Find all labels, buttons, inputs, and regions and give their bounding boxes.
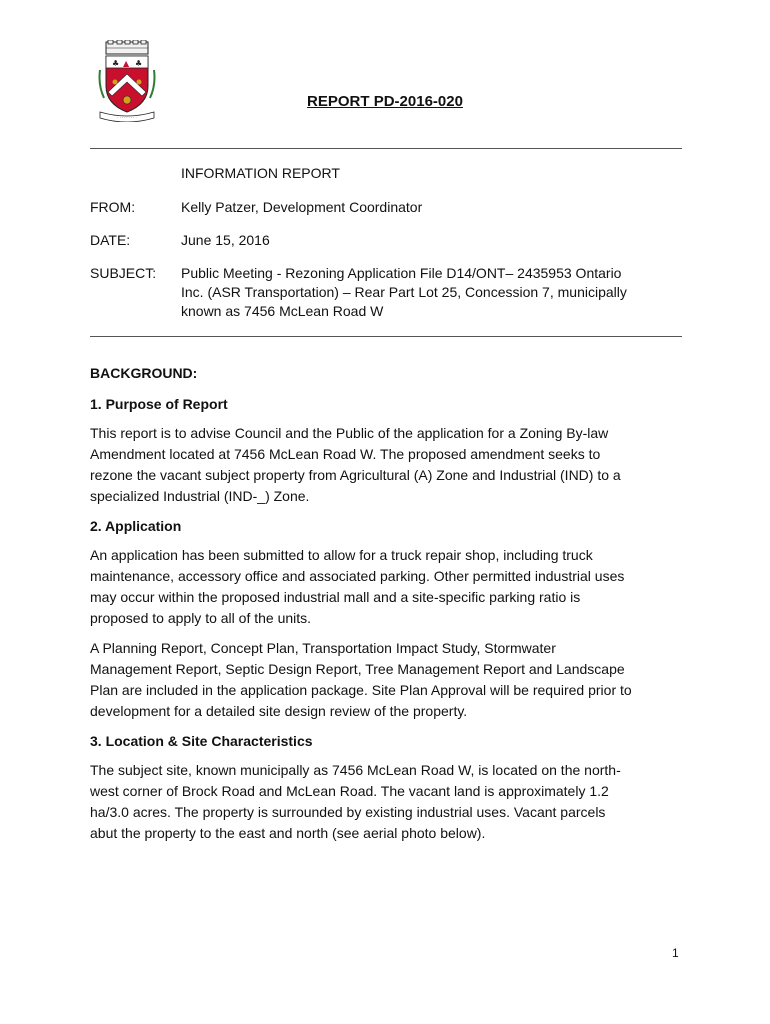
memo-divider — [90, 336, 682, 337]
date-label: DATE: — [90, 232, 131, 248]
section-heading-purpose: 1. Purpose of Report — [90, 396, 228, 412]
text-line: abut the property to the east and north (see aerial photo below). — [90, 825, 486, 841]
svg-text:♣: ♣ — [135, 59, 143, 68]
paragraph — [90, 545, 685, 629]
svg-text:▲: ▲ — [123, 59, 130, 68]
text-line: ha/3.0 acres. The property is surrounded by existing industrial uses. Vacant parcels — [90, 804, 606, 820]
text-line: may occur within the proposed industrial mall and a site-specific parking ratio is — [90, 589, 581, 605]
header-divider — [90, 148, 682, 149]
page-number: 1 — [672, 946, 679, 960]
from-label: FROM: — [90, 199, 136, 215]
text-line: development for a detailed site design review of the property. — [90, 703, 468, 719]
text-line: specialized Industrial (IND-_) Zone. — [90, 488, 310, 504]
from-value: Kelly Patzer, Development Coordinator — [181, 199, 423, 215]
text-line: Plan are included in the application package. Site Plan Approval will be required prior to — [90, 682, 632, 698]
text-line: west corner of Brock Road and McLean Road. The vacant land is approximately 1.2 — [90, 783, 609, 799]
report-body — [90, 363, 685, 853]
paragraph — [90, 638, 685, 722]
text-line: maintenance, accessory office and associated parking. Other permitted industrial uses — [90, 568, 625, 584]
date-value: June 15, 2016 — [181, 232, 270, 248]
subject-value — [181, 264, 681, 321]
text-line: Management Report, Septic Design Report, Tree Management Report and Landscape — [90, 661, 625, 677]
svg-text:· · · · · · · · ·: · · · · · · · · · — [117, 116, 137, 120]
report-title: REPORT PD-2016-020 — [307, 93, 463, 110]
text-line: Amendment located at 7456 McLean Road W. The proposed amendment seeks to — [90, 446, 601, 462]
text-line: proposed to apply to all of the units. — [90, 610, 312, 626]
section-heading-location: 3. Location & Site Characteristics — [90, 733, 313, 749]
text-line: An application has been submitted to allow for a truck repair shop, including truck — [90, 547, 593, 563]
subject-line: known as 7456 McLean Road W — [181, 303, 384, 319]
background-heading: BACKGROUND: — [90, 365, 198, 381]
section-heading-application: 2. Application — [90, 518, 182, 534]
subject-line: Inc. (ASR Transportation) – Rear Part Lot 25, Concession 7, municipally — [181, 284, 627, 300]
report-type: INFORMATION REPORT — [181, 165, 340, 181]
text-line: rezone the vacant subject property from Agricultural (A) Zone and Industrial (IND) to a — [90, 467, 621, 483]
text-line: This report is to advise Council and the Public of the application for a Zoning By-law — [90, 425, 609, 441]
paragraph — [90, 423, 685, 507]
subject-line: Public Meeting - Rezoning Application File D14/ONT– 2435953 Ontario — [181, 265, 622, 281]
svg-text:♣: ♣ — [112, 59, 120, 68]
paragraph — [90, 760, 685, 844]
text-line: A Planning Report, Concept Plan, Transportation Impact Study, Stormwater — [90, 640, 556, 656]
subject-label: SUBJECT: — [90, 265, 157, 281]
text-line: The subject site, known municipally as 7456 McLean Road W, is located on the north- — [90, 762, 621, 778]
